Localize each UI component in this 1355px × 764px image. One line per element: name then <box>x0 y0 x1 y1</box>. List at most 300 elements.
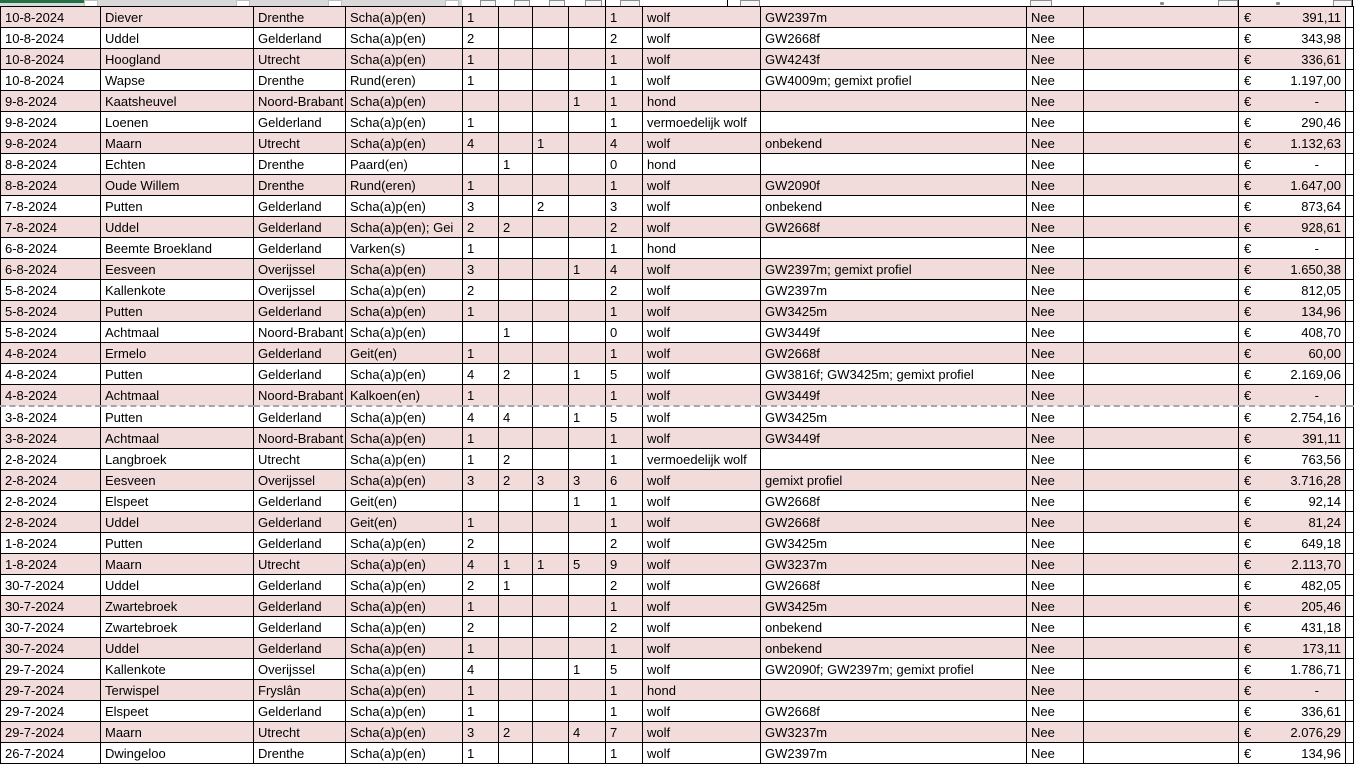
cell-place[interactable]: Hoogland <box>101 49 254 70</box>
cell-count-1[interactable]: 4 <box>463 659 499 680</box>
cell-wolf-id[interactable]: GW2668f <box>761 217 1027 238</box>
cell-empty[interactable] <box>1084 512 1239 533</box>
cell-cause[interactable]: wolf <box>643 7 761 28</box>
cell-cause[interactable]: wolf <box>643 533 761 554</box>
cell-place[interactable]: Elspeet <box>101 491 254 512</box>
cell-count-total[interactable]: 1 <box>606 238 643 259</box>
cell-province[interactable]: Utrecht <box>254 449 346 470</box>
cell-count-3[interactable] <box>533 154 569 175</box>
cell-date[interactable]: 29-7-2024 <box>1 722 101 743</box>
cell-place[interactable]: Maarn <box>101 554 254 575</box>
cell-count-1[interactable]: 1 <box>463 49 499 70</box>
cell-count-total[interactable]: 3 <box>606 196 643 217</box>
cell-province[interactable]: Overijssel <box>254 470 346 491</box>
cell-count-4[interactable]: 4 <box>569 722 606 743</box>
cell-flag[interactable]: Nee <box>1027 112 1084 133</box>
cell-count-total[interactable]: 1 <box>606 91 643 112</box>
cell-count-2[interactable] <box>499 70 533 91</box>
cell-count-3[interactable] <box>533 428 569 449</box>
cell-animal[interactable]: Scha(a)p(en) <box>346 470 463 491</box>
cell-province[interactable]: Noord-Brabant <box>254 428 346 449</box>
cell-animal[interactable]: Varken(s) <box>346 238 463 259</box>
cell-amount[interactable] <box>1239 259 1346 280</box>
cell-flag[interactable]: Nee <box>1027 49 1084 70</box>
cell-date[interactable]: 1-8-2024 <box>1 533 101 554</box>
cell-place[interactable]: Uddel <box>101 217 254 238</box>
cell-count-1[interactable]: 4 <box>463 406 499 428</box>
cell-count-3[interactable] <box>533 533 569 554</box>
cell-place[interactable]: Putten <box>101 196 254 217</box>
cell-flag[interactable]: Nee <box>1027 659 1084 680</box>
cell-count-3[interactable]: 1 <box>533 554 569 575</box>
cell-count-total[interactable]: 1 <box>606 70 643 91</box>
filter-dropdown-icon[interactable] <box>1333 0 1352 6</box>
cell-cause[interactable]: hond <box>643 91 761 112</box>
cell-flag[interactable]: Nee <box>1027 680 1084 701</box>
cell-animal[interactable]: Scha(a)p(en) <box>346 554 463 575</box>
cell-amount[interactable] <box>1239 406 1346 428</box>
cell-count-4[interactable] <box>569 322 606 343</box>
cell-count-4[interactable] <box>569 512 606 533</box>
cell-date[interactable]: 29-7-2024 <box>1 680 101 701</box>
cell-count-total[interactable]: 5 <box>606 659 643 680</box>
cell-date[interactable]: 8-8-2024 <box>1 154 101 175</box>
cell-count-2[interactable] <box>499 112 533 133</box>
cell-cause[interactable]: hond <box>643 154 761 175</box>
cell-wolf-id[interactable]: GW3425m <box>761 406 1027 428</box>
cell-province[interactable]: Noord-Brabant <box>254 91 346 112</box>
cell-count-4[interactable] <box>569 133 606 154</box>
cell-empty[interactable] <box>1084 259 1239 280</box>
cell-count-2[interactable]: 2 <box>499 364 533 385</box>
filter-dropdown-icon[interactable] <box>1030 0 1052 6</box>
cell-amount[interactable] <box>1239 28 1346 49</box>
cell-count-1[interactable]: 4 <box>463 133 499 154</box>
cell-count-2[interactable] <box>499 701 533 722</box>
cell-province[interactable]: Gelderland <box>254 512 346 533</box>
cell-cause[interactable]: wolf <box>643 133 761 154</box>
cell-date[interactable]: 9-8-2024 <box>1 133 101 154</box>
cell-date[interactable]: 4-8-2024 <box>1 343 101 364</box>
cell-flag[interactable]: Nee <box>1027 133 1084 154</box>
cell-count-3[interactable] <box>533 659 569 680</box>
cell-animal[interactable]: Scha(a)p(en) <box>346 364 463 385</box>
cell-place[interactable]: Eesveen <box>101 470 254 491</box>
cell-count-2[interactable] <box>499 385 533 407</box>
cell-amount[interactable] <box>1239 385 1346 407</box>
cell-amount[interactable] <box>1239 743 1346 764</box>
cell-empty[interactable] <box>1084 133 1239 154</box>
cell-wolf-id[interactable]: GW2397m; gemixt profiel <box>761 259 1027 280</box>
cell-province[interactable]: Drenthe <box>254 175 346 196</box>
cell-province[interactable]: Gelderland <box>254 196 346 217</box>
cell-place[interactable]: Beemte Broekland <box>101 238 254 259</box>
cell-count-1[interactable]: 1 <box>463 301 499 322</box>
cell-place[interactable]: Loenen <box>101 112 254 133</box>
cell-wolf-id[interactable]: GW3449f <box>761 322 1027 343</box>
cell-count-1[interactable]: 1 <box>463 112 499 133</box>
cell-count-3[interactable] <box>533 343 569 364</box>
cell-count-total[interactable]: 5 <box>606 406 643 428</box>
cell-count-4[interactable] <box>569 343 606 364</box>
cell-count-2[interactable] <box>499 175 533 196</box>
cell-count-1[interactable] <box>463 154 499 175</box>
cell-animal[interactable]: Rund(eren) <box>346 175 463 196</box>
cell-empty[interactable] <box>1084 238 1239 259</box>
cell-place[interactable]: Eesveen <box>101 259 254 280</box>
cell-place[interactable]: Uddel <box>101 638 254 659</box>
cell-count-total[interactable]: 1 <box>606 638 643 659</box>
cell-province[interactable]: Gelderland <box>254 28 346 49</box>
cell-wolf-id[interactable]: GW3425m <box>761 533 1027 554</box>
cell-flag[interactable]: Nee <box>1027 301 1084 322</box>
cell-count-1[interactable] <box>463 91 499 112</box>
cell-count-3[interactable] <box>533 238 569 259</box>
cell-flag[interactable]: Nee <box>1027 449 1084 470</box>
filter-dropdown-icon[interactable] <box>549 0 565 6</box>
cell-count-total[interactable]: 1 <box>606 449 643 470</box>
cell-place[interactable]: Achtmaal <box>101 385 254 407</box>
cell-flag[interactable]: Nee <box>1027 701 1084 722</box>
cell-place[interactable]: Kaatsheuvel <box>101 91 254 112</box>
cell-amount[interactable] <box>1239 680 1346 701</box>
cell-count-3[interactable] <box>533 680 569 701</box>
cell-place[interactable]: Putten <box>101 301 254 322</box>
cell-empty[interactable] <box>1084 722 1239 743</box>
cell-cause[interactable]: vermoedelijk wolf <box>643 112 761 133</box>
cell-count-total[interactable]: 4 <box>606 259 643 280</box>
cell-flag[interactable]: Nee <box>1027 722 1084 743</box>
cell-empty[interactable] <box>1084 175 1239 196</box>
cell-count-2[interactable] <box>499 638 533 659</box>
cell-flag[interactable]: Nee <box>1027 428 1084 449</box>
cell-date[interactable]: 8-8-2024 <box>1 175 101 196</box>
cell-cause[interactable]: wolf <box>643 343 761 364</box>
cell-count-2[interactable] <box>499 238 533 259</box>
cell-wolf-id[interactable]: gemixt profiel <box>761 470 1027 491</box>
cell-count-total[interactable]: 1 <box>606 7 643 28</box>
cell-count-3[interactable] <box>533 175 569 196</box>
cell-flag[interactable]: Nee <box>1027 91 1084 112</box>
cell-count-3[interactable] <box>533 512 569 533</box>
cell-count-2[interactable]: 1 <box>499 322 533 343</box>
cell-province[interactable]: Gelderland <box>254 596 346 617</box>
cell-amount[interactable] <box>1239 701 1346 722</box>
cell-amount[interactable] <box>1239 428 1346 449</box>
cell-animal[interactable]: Scha(a)p(en); Gei <box>346 217 463 238</box>
cell-amount[interactable] <box>1239 133 1346 154</box>
cell-empty[interactable] <box>1084 28 1239 49</box>
cell-province[interactable]: Gelderland <box>254 217 346 238</box>
cell-count-3[interactable] <box>533 701 569 722</box>
cell-animal[interactable]: Paard(en) <box>346 154 463 175</box>
cell-count-2[interactable] <box>499 280 533 301</box>
cell-count-2[interactable] <box>499 28 533 49</box>
cell-count-1[interactable]: 4 <box>463 554 499 575</box>
cell-count-4[interactable] <box>569 217 606 238</box>
cell-empty[interactable] <box>1084 701 1239 722</box>
cell-count-3[interactable] <box>533 7 569 28</box>
cell-cause[interactable]: wolf <box>643 659 761 680</box>
cell-cause[interactable]: wolf <box>643 175 761 196</box>
cell-amount[interactable] <box>1239 49 1346 70</box>
cell-count-1[interactable]: 3 <box>463 196 499 217</box>
cell-count-total[interactable]: 1 <box>606 491 643 512</box>
cell-cause[interactable]: wolf <box>643 70 761 91</box>
cell-count-2[interactable]: 2 <box>499 470 533 491</box>
cell-amount[interactable] <box>1239 722 1346 743</box>
cell-animal[interactable]: Scha(a)p(en) <box>346 406 463 428</box>
cell-count-2[interactable]: 4 <box>499 406 533 428</box>
cell-province[interactable]: Utrecht <box>254 133 346 154</box>
cell-count-2[interactable] <box>499 617 533 638</box>
cell-count-2[interactable] <box>499 596 533 617</box>
cell-count-4[interactable] <box>569 28 606 49</box>
cell-count-4[interactable] <box>569 385 606 407</box>
cell-amount[interactable] <box>1239 659 1346 680</box>
cell-province[interactable]: Gelderland <box>254 533 346 554</box>
cell-wolf-id[interactable]: GW2397m <box>761 743 1027 764</box>
cell-date[interactable]: 4-8-2024 <box>1 364 101 385</box>
cell-count-3[interactable] <box>533 70 569 91</box>
cell-count-total[interactable]: 1 <box>606 428 643 449</box>
cell-count-2[interactable]: 1 <box>499 154 533 175</box>
cell-count-3[interactable] <box>533 280 569 301</box>
cell-cause[interactable]: wolf <box>643 722 761 743</box>
cell-date[interactable]: 1-8-2024 <box>1 554 101 575</box>
cell-province[interactable]: Gelderland <box>254 575 346 596</box>
cell-count-2[interactable] <box>499 491 533 512</box>
cell-place[interactable]: Dwingeloo <box>101 743 254 764</box>
cell-empty[interactable] <box>1084 743 1239 764</box>
cell-province[interactable]: Gelderland <box>254 343 346 364</box>
cell-count-3[interactable]: 2 <box>533 196 569 217</box>
cell-count-3[interactable] <box>533 449 569 470</box>
cell-place[interactable]: Achtmaal <box>101 322 254 343</box>
cell-cause[interactable]: vermoedelijk wolf <box>643 449 761 470</box>
cell-cause[interactable]: wolf <box>643 301 761 322</box>
cell-cause[interactable]: wolf <box>643 49 761 70</box>
cell-province[interactable]: Gelderland <box>254 112 346 133</box>
cell-empty[interactable] <box>1084 428 1239 449</box>
cell-cause[interactable]: wolf <box>643 259 761 280</box>
cell-count-4[interactable] <box>569 701 606 722</box>
cell-count-3[interactable] <box>533 28 569 49</box>
cell-count-4[interactable] <box>569 7 606 28</box>
cell-count-2[interactable] <box>499 91 533 112</box>
cell-count-3[interactable]: 3 <box>533 470 569 491</box>
cell-amount[interactable] <box>1239 343 1346 364</box>
cell-animal[interactable]: Scha(a)p(en) <box>346 7 463 28</box>
cell-empty[interactable] <box>1084 196 1239 217</box>
cell-province[interactable]: Noord-Brabant <box>254 322 346 343</box>
cell-count-4[interactable] <box>569 428 606 449</box>
cell-count-4[interactable] <box>569 112 606 133</box>
cell-count-1[interactable]: 2 <box>463 280 499 301</box>
cell-count-total[interactable]: 1 <box>606 512 643 533</box>
cell-count-4[interactable]: 1 <box>569 259 606 280</box>
cell-wolf-id[interactable]: GW3816f; GW3425m; gemixt profiel <box>761 364 1027 385</box>
cell-count-4[interactable]: 1 <box>569 491 606 512</box>
cell-count-1[interactable]: 1 <box>463 385 499 407</box>
cell-province[interactable]: Gelderland <box>254 617 346 638</box>
cell-count-4[interactable] <box>569 196 606 217</box>
cell-date[interactable]: 3-8-2024 <box>1 406 101 428</box>
cell-animal[interactable]: Geit(en) <box>346 512 463 533</box>
cell-empty[interactable] <box>1084 70 1239 91</box>
cell-wolf-id[interactable]: GW2668f <box>761 28 1027 49</box>
cell-flag[interactable]: Nee <box>1027 596 1084 617</box>
cell-province[interactable]: Gelderland <box>254 238 346 259</box>
cell-cause[interactable]: wolf <box>643 575 761 596</box>
cell-flag[interactable]: Nee <box>1027 196 1084 217</box>
cell-animal[interactable]: Scha(a)p(en) <box>346 428 463 449</box>
cell-amount[interactable] <box>1239 638 1346 659</box>
cell-animal[interactable]: Scha(a)p(en) <box>346 49 463 70</box>
cell-empty[interactable] <box>1084 385 1239 407</box>
filter-dropdown-icon[interactable] <box>740 0 760 6</box>
cell-count-total[interactable]: 4 <box>606 133 643 154</box>
cell-flag[interactable]: Nee <box>1027 491 1084 512</box>
cell-cause[interactable]: wolf <box>643 512 761 533</box>
cell-date[interactable]: 10-8-2024 <box>1 7 101 28</box>
cell-cause[interactable]: wolf <box>643 28 761 49</box>
cell-count-1[interactable] <box>463 491 499 512</box>
cell-count-4[interactable]: 3 <box>569 470 606 491</box>
cell-wolf-id[interactable] <box>761 154 1027 175</box>
cell-count-3[interactable] <box>533 617 569 638</box>
cell-count-4[interactable] <box>569 575 606 596</box>
cell-count-total[interactable]: 5 <box>606 364 643 385</box>
cell-count-1[interactable]: 1 <box>463 638 499 659</box>
cell-wolf-id[interactable]: GW3237m <box>761 722 1027 743</box>
cell-count-3[interactable] <box>533 575 569 596</box>
cell-date[interactable]: 5-8-2024 <box>1 280 101 301</box>
cell-date[interactable]: 10-8-2024 <box>1 70 101 91</box>
cell-wolf-id[interactable] <box>761 112 1027 133</box>
cell-place[interactable]: Diever <box>101 7 254 28</box>
cell-count-2[interactable]: 1 <box>499 554 533 575</box>
cell-flag[interactable]: Nee <box>1027 512 1084 533</box>
cell-count-total[interactable]: 0 <box>606 322 643 343</box>
cell-count-3[interactable] <box>533 217 569 238</box>
cell-count-1[interactable]: 2 <box>463 217 499 238</box>
cell-count-3[interactable] <box>533 259 569 280</box>
cell-count-total[interactable]: 1 <box>606 385 643 407</box>
cell-province[interactable]: Utrecht <box>254 49 346 70</box>
cell-count-1[interactable]: 2 <box>463 575 499 596</box>
cell-count-total[interactable]: 9 <box>606 554 643 575</box>
cell-count-total[interactable]: 1 <box>606 343 643 364</box>
cell-cause[interactable]: wolf <box>643 196 761 217</box>
cell-count-2[interactable] <box>499 680 533 701</box>
cell-cause[interactable]: wolf <box>643 491 761 512</box>
cell-count-total[interactable]: 1 <box>606 175 643 196</box>
cell-count-3[interactable] <box>533 112 569 133</box>
cell-wolf-id[interactable]: GW2668f <box>761 491 1027 512</box>
cell-flag[interactable]: Nee <box>1027 406 1084 428</box>
cell-province[interactable]: Drenthe <box>254 154 346 175</box>
cell-count-1[interactable]: 3 <box>463 722 499 743</box>
cell-count-2[interactable] <box>499 49 533 70</box>
cell-wolf-id[interactable]: GW4243f <box>761 49 1027 70</box>
cell-count-3[interactable] <box>533 49 569 70</box>
cell-empty[interactable] <box>1084 470 1239 491</box>
cell-flag[interactable]: Nee <box>1027 154 1084 175</box>
cell-count-1[interactable]: 1 <box>463 343 499 364</box>
cell-count-4[interactable] <box>569 238 606 259</box>
cell-count-2[interactable] <box>499 428 533 449</box>
cell-amount[interactable] <box>1239 596 1346 617</box>
cell-count-1[interactable]: 2 <box>463 617 499 638</box>
cell-count-total[interactable]: 0 <box>606 154 643 175</box>
cell-flag[interactable]: Nee <box>1027 238 1084 259</box>
cell-cause[interactable]: wolf <box>643 470 761 491</box>
cell-amount[interactable] <box>1239 575 1346 596</box>
cell-province[interactable]: Drenthe <box>254 743 346 764</box>
cell-date[interactable]: 30-7-2024 <box>1 617 101 638</box>
cell-count-3[interactable]: 1 <box>533 133 569 154</box>
cell-empty[interactable] <box>1084 491 1239 512</box>
cell-count-total[interactable]: 2 <box>606 533 643 554</box>
cell-count-1[interactable]: 2 <box>463 533 499 554</box>
cell-province[interactable]: Overijssel <box>254 659 346 680</box>
cell-wolf-id[interactable]: GW2397m <box>761 7 1027 28</box>
cell-date[interactable]: 9-8-2024 <box>1 91 101 112</box>
cell-amount[interactable] <box>1239 7 1346 28</box>
cell-animal[interactable]: Scha(a)p(en) <box>346 91 463 112</box>
cell-count-2[interactable] <box>499 259 533 280</box>
cell-animal[interactable]: Scha(a)p(en) <box>346 259 463 280</box>
cell-amount[interactable] <box>1239 364 1346 385</box>
cell-wolf-id[interactable]: GW2668f <box>761 343 1027 364</box>
cell-count-4[interactable]: 1 <box>569 91 606 112</box>
cell-empty[interactable] <box>1084 91 1239 112</box>
cell-wolf-id[interactable] <box>761 680 1027 701</box>
cell-cause[interactable]: hond <box>643 238 761 259</box>
filter-dropdown-icon[interactable] <box>480 0 496 6</box>
cell-place[interactable]: Kallenkote <box>101 280 254 301</box>
cell-date[interactable]: 26-7-2024 <box>1 743 101 764</box>
cell-count-2[interactable] <box>499 533 533 554</box>
cell-count-2[interactable]: 2 <box>499 722 533 743</box>
cell-count-4[interactable] <box>569 301 606 322</box>
cell-amount[interactable] <box>1239 175 1346 196</box>
cell-place[interactable]: Terwispel <box>101 680 254 701</box>
cell-province[interactable]: Gelderland <box>254 638 346 659</box>
cell-wolf-id[interactable]: GW3449f <box>761 428 1027 449</box>
cell-empty[interactable] <box>1084 112 1239 133</box>
cell-amount[interactable] <box>1239 217 1346 238</box>
cell-province[interactable]: Gelderland <box>254 701 346 722</box>
cell-empty[interactable] <box>1084 533 1239 554</box>
cell-empty[interactable] <box>1084 617 1239 638</box>
cell-empty[interactable] <box>1084 343 1239 364</box>
cell-date[interactable]: 29-7-2024 <box>1 659 101 680</box>
cell-wolf-id[interactable]: onbekend <box>761 196 1027 217</box>
cell-flag[interactable]: Nee <box>1027 554 1084 575</box>
cell-cause[interactable]: wolf <box>643 217 761 238</box>
cell-amount[interactable] <box>1239 322 1346 343</box>
cell-place[interactable]: Uddel <box>101 575 254 596</box>
cell-wolf-id[interactable] <box>761 449 1027 470</box>
cell-animal[interactable]: Scha(a)p(en) <box>346 659 463 680</box>
cell-animal[interactable]: Scha(a)p(en) <box>346 680 463 701</box>
cell-province[interactable]: Overijssel <box>254 280 346 301</box>
cell-flag[interactable]: Nee <box>1027 343 1084 364</box>
cell-place[interactable]: Maarn <box>101 722 254 743</box>
cell-animal[interactable]: Scha(a)p(en) <box>346 575 463 596</box>
